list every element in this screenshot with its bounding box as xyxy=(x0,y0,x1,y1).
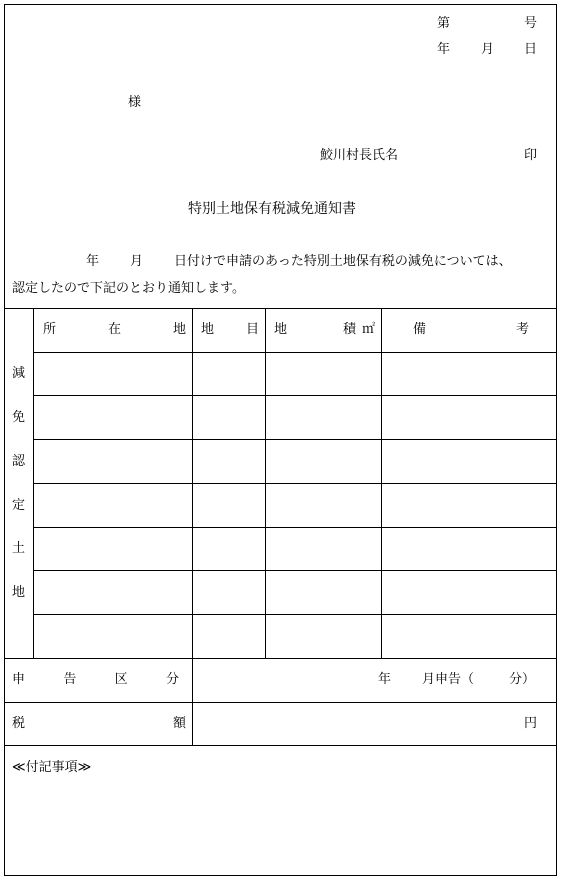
header-land-category: 地 目 xyxy=(201,322,259,337)
side-label-char: 定 xyxy=(12,498,26,513)
header-remarks: 備 考 xyxy=(413,322,529,337)
number-label: 第 xyxy=(437,16,451,31)
declaration-month: 月申告（ xyxy=(422,672,475,687)
side-label-char: 認 xyxy=(12,454,26,469)
row-divider xyxy=(33,614,557,615)
declaration-year: 年 xyxy=(378,672,392,687)
declaration-bottom-border xyxy=(4,702,557,703)
declaration-label: 申 告 区 分 xyxy=(12,672,179,687)
tax-unit: 円 xyxy=(524,716,538,731)
side-label-char: 減 xyxy=(12,366,26,381)
addressee-suffix: 様 xyxy=(128,95,142,110)
row-divider xyxy=(33,527,557,528)
body-month: 月 xyxy=(130,254,144,269)
document-title: 特別土地保有税減免通知書 xyxy=(188,201,356,217)
row-divider xyxy=(33,395,557,396)
issuer-name: 鮫川村長氏名 xyxy=(320,148,399,163)
notes-label: ≪付記事項≫ xyxy=(12,760,92,775)
body-line2: 認定したので下記のとおり通知します。 xyxy=(12,281,245,296)
header-area: 地 積 ㎡ xyxy=(274,322,375,337)
table-top-border xyxy=(4,308,557,309)
row-divider xyxy=(33,439,557,440)
date-year: 年 xyxy=(437,42,451,57)
seal-mark: 印 xyxy=(524,148,538,163)
header-location: 所 在 地 xyxy=(43,322,186,337)
tax-amount-label: 税 額 xyxy=(12,716,186,731)
row-divider xyxy=(33,483,557,484)
body-line1: 日付けで申請のあった特別土地保有税の減免については、 xyxy=(174,254,512,269)
date-day: 日 xyxy=(524,42,538,57)
table-bottom-border xyxy=(4,658,557,659)
row-divider xyxy=(33,570,557,571)
side-label-char: 地 xyxy=(12,585,26,600)
side-label-char: 免 xyxy=(12,410,26,425)
declaration-close: 分） xyxy=(509,672,536,687)
row-divider xyxy=(33,352,557,353)
tax-bottom-border xyxy=(4,745,557,746)
number-suffix: 号 xyxy=(524,16,538,31)
date-month: 月 xyxy=(481,42,495,57)
side-label-char: 土 xyxy=(12,541,26,556)
body-year: 年 xyxy=(86,254,100,269)
